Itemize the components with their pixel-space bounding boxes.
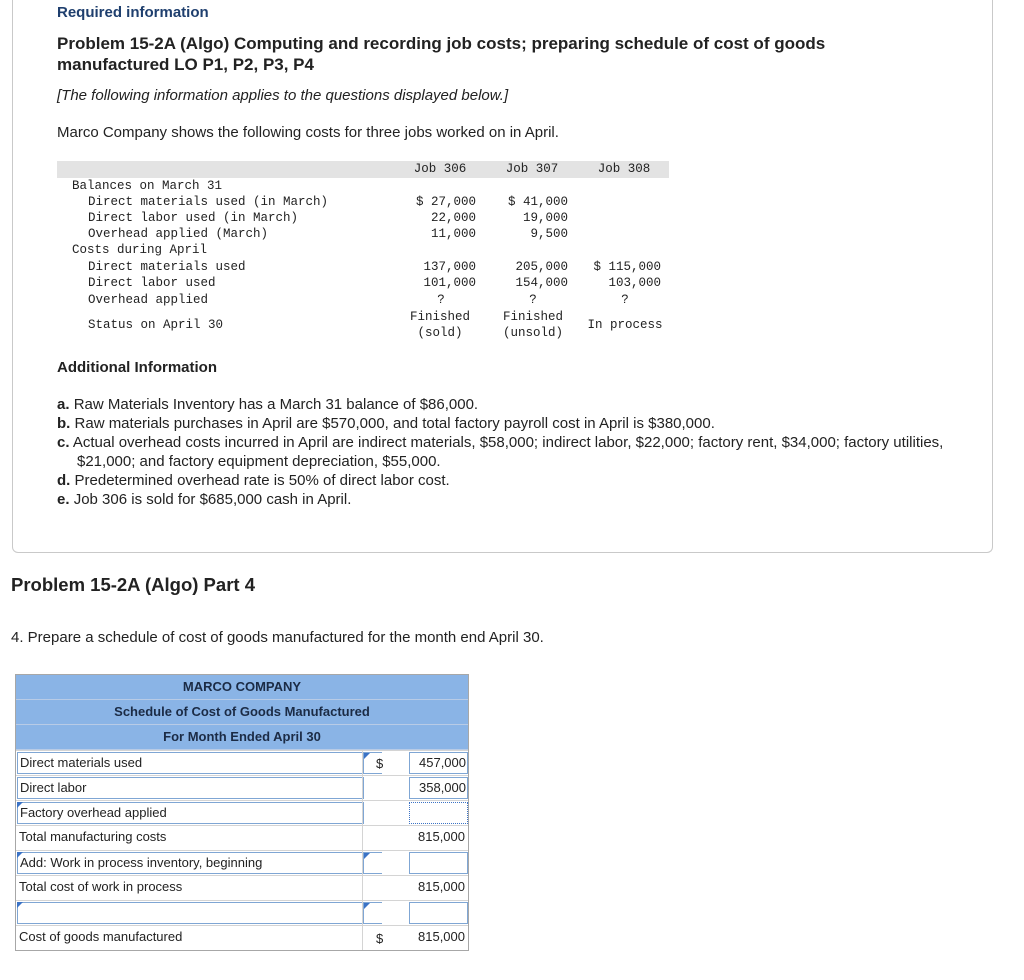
additional-info-list — [57, 395, 957, 509]
part-title: Problem 15-2A (Algo) Part 4 — [11, 574, 255, 595]
list-item: d. Predetermined overhead rate is 50% of direct labor cost. — [57, 472, 450, 489]
question-text: 4. Prepare a schedule of cost of goods manufactured for the month end April 30. — [11, 629, 544, 646]
cell-value: 22,000 — [430, 211, 476, 225]
cell-value: ? — [621, 293, 629, 307]
status-label: Status on April 30 — [88, 318, 224, 332]
amount-input[interactable] — [409, 852, 468, 874]
row-label: Total manufacturing costs — [19, 829, 167, 844]
applies-note: [The following information applies to the questions displayed below.] — [57, 87, 509, 104]
row-label: Balances on March 31 — [72, 179, 223, 193]
status-job306-line1: Finished — [409, 310, 470, 324]
list-item: e. Job 306 is sold for $685,000 cash in April. — [57, 491, 352, 508]
problem-title: Problem 15-2A (Algo) Computing and recording job costs; preparing schedule of cost of goods manufactured LO P1, P2, P3, P4 — [57, 34, 826, 74]
status-job306-line2: (sold) — [417, 326, 463, 340]
amount-value: 815,000 — [418, 829, 465, 844]
amount-input[interactable]: 358,000 — [409, 777, 468, 799]
row-label: Direct materials used — [88, 260, 246, 274]
cell-value: $ 115,000 — [593, 260, 661, 274]
row-label: Direct labor used (in March) — [88, 211, 299, 225]
status-job308: In process — [587, 318, 663, 332]
table-row — [16, 750, 468, 775]
label-input[interactable]: Factory overhead applied — [17, 802, 364, 824]
schedule-company: MARCO COMPANY — [16, 675, 468, 700]
label-input[interactable]: Add: Work in process inventory, beginning — [17, 852, 364, 874]
row-label: Overhead applied — [88, 293, 209, 307]
col-job-307: Job 307 — [505, 162, 559, 176]
cell-value: 137,000 — [423, 260, 476, 274]
row-label: Direct materials used (in March) — [88, 195, 329, 209]
table-row — [16, 800, 468, 825]
schedule-table — [15, 674, 469, 951]
amount-input[interactable] — [409, 802, 468, 824]
status-job307-line2: (unsold) — [502, 326, 563, 340]
label-input[interactable]: Direct materials used — [17, 752, 364, 774]
list-item: a. Raw Materials Inventory has a March 31 balance of $86,000. — [57, 396, 479, 413]
cell-value: 9,500 — [530, 227, 568, 241]
intro-text: Marco Company shows the following costs for three jobs worked on in April. — [57, 124, 559, 141]
row-label: Cost of goods manufactured — [19, 929, 183, 944]
row-label: Overhead applied (March) — [88, 227, 269, 241]
amount-input[interactable]: 457,000 — [409, 752, 468, 774]
amount-value: 815,000 — [418, 879, 465, 894]
col-job-306: Job 306 — [413, 162, 467, 176]
schedule-title: Schedule of Cost of Goods Manufactured — [16, 700, 468, 725]
row-label: Costs during April — [72, 243, 208, 257]
cell-value: $ 27,000 — [415, 195, 476, 209]
list-item: c. Actual overhead costs incurred in April are indirect materials, $58,000; indirect labor, $22,000; factory rent, $34,000; factory utilities, $21,000; and factory equipment depreciation, $55,000. — [57, 434, 944, 470]
table-row — [16, 925, 468, 950]
row-label: Total cost of work in process — [19, 879, 183, 894]
dollar-sign: $ — [376, 756, 384, 771]
cell-value: 154,000 — [515, 276, 568, 290]
schedule-period: For Month Ended April 30 — [16, 725, 468, 750]
table-row — [16, 875, 468, 900]
table-row — [16, 825, 468, 850]
cell-value: 205,000 — [515, 260, 568, 274]
amount-input[interactable] — [409, 902, 468, 924]
list-item: b. Raw materials purchases in April are $570,000, and total factory payroll cost in April is $380,000. — [57, 415, 715, 432]
cell-value: 103,000 — [608, 276, 661, 290]
cell-value: $ 41,000 — [507, 195, 568, 209]
col-job-308: Job 308 — [597, 162, 651, 176]
cell-value: 19,000 — [522, 211, 568, 225]
cell-value: 101,000 — [423, 276, 476, 290]
additional-info-title: Additional Information — [57, 359, 217, 376]
dollar-sign: $ — [376, 931, 384, 946]
cell-value: 11,000 — [430, 227, 476, 241]
table-row — [16, 775, 468, 800]
jobs-table-header-band — [57, 161, 669, 178]
status-job307-line1: Finished — [502, 310, 563, 324]
cell-value: ? — [529, 293, 537, 307]
row-label: Direct labor used — [88, 276, 216, 290]
required-information-heading: Required information — [57, 4, 209, 21]
table-row — [16, 900, 468, 925]
amount-value: 815,000 — [418, 929, 465, 944]
table-row — [16, 850, 468, 875]
label-input[interactable] — [17, 902, 364, 924]
cell-value: ? — [437, 293, 445, 307]
label-input[interactable]: Direct labor — [17, 777, 364, 799]
